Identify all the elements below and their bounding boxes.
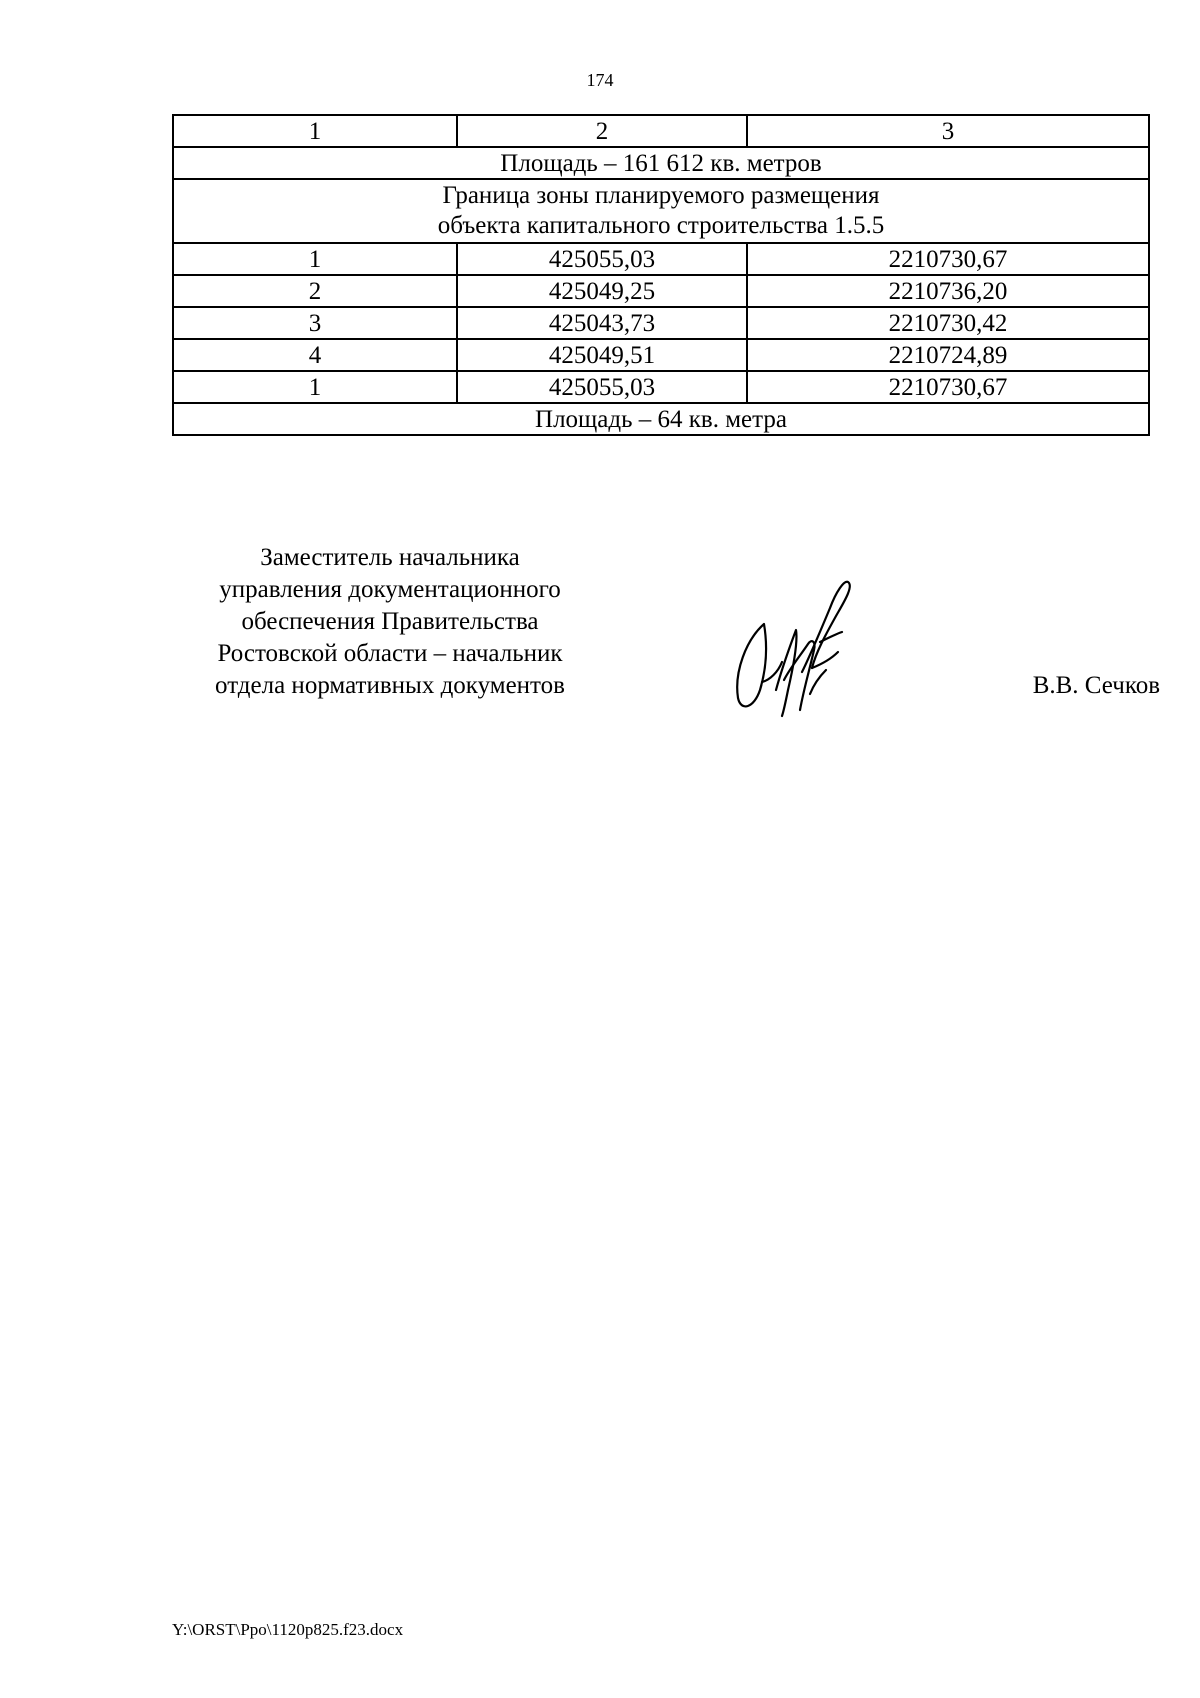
zone-title-cell <box>173 179 1149 243</box>
table-row <box>173 147 1149 179</box>
point-number-cell: 2 <box>173 275 457 307</box>
table-row <box>173 275 1149 307</box>
zone-title-line: объекта капитального строительства 1.5.5 <box>437 212 885 239</box>
signer-position <box>170 542 610 702</box>
footer-file-path: Y:\ORST\Ppo\1120p825.f23.docx <box>172 1620 404 1639</box>
x-coordinate-cell: 425043,73 <box>457 307 747 339</box>
position-line: Ростовской области – начальник <box>217 640 563 667</box>
position-line: Заместитель начальника <box>260 544 520 571</box>
x-coordinate-cell: 425049,51 <box>457 339 747 371</box>
x-coordinate-cell: 425049,25 <box>457 275 747 307</box>
position-line: отдела нормативных документов <box>215 672 565 699</box>
y-coordinate-cell: 2210730,67 <box>747 371 1149 403</box>
position-line: управления документационного <box>219 576 561 603</box>
y-coordinate-cell: 2210724,89 <box>747 339 1149 371</box>
y-coordinate-cell: 2210730,67 <box>747 243 1149 275</box>
column-header-1: 1 <box>173 115 457 147</box>
point-number-cell: 1 <box>173 371 457 403</box>
page-number: 174 <box>586 70 614 90</box>
signer-name: В.В. Сечков <box>1032 672 1160 699</box>
x-coordinate-cell: 425055,03 <box>457 243 747 275</box>
handwritten-signature <box>724 572 884 720</box>
column-header-3: 3 <box>747 115 1149 147</box>
point-number-cell: 4 <box>173 339 457 371</box>
table-row <box>173 371 1149 403</box>
y-coordinate-cell: 2210730,42 <box>747 307 1149 339</box>
table-row <box>173 307 1149 339</box>
point-number-cell: 3 <box>173 307 457 339</box>
zone-title-line: Граница зоны планируемого размещения <box>442 182 880 209</box>
coordinates-table <box>172 114 1150 436</box>
x-coordinate-cell: 425055,03 <box>457 371 747 403</box>
table-row <box>173 339 1149 371</box>
column-header-2: 2 <box>457 115 747 147</box>
table-row <box>173 243 1149 275</box>
previous-area-cell: Площадь – 161 612 кв. метров <box>173 147 1149 179</box>
table-row <box>173 179 1149 243</box>
y-coordinate-cell: 2210736,20 <box>747 275 1149 307</box>
position-line: обеспечения Правительства <box>241 608 539 635</box>
table-row <box>173 403 1149 435</box>
point-number-cell: 1 <box>173 243 457 275</box>
table-header-row <box>173 115 1149 147</box>
total-area-cell: Площадь – 64 кв. метра <box>173 403 1149 435</box>
